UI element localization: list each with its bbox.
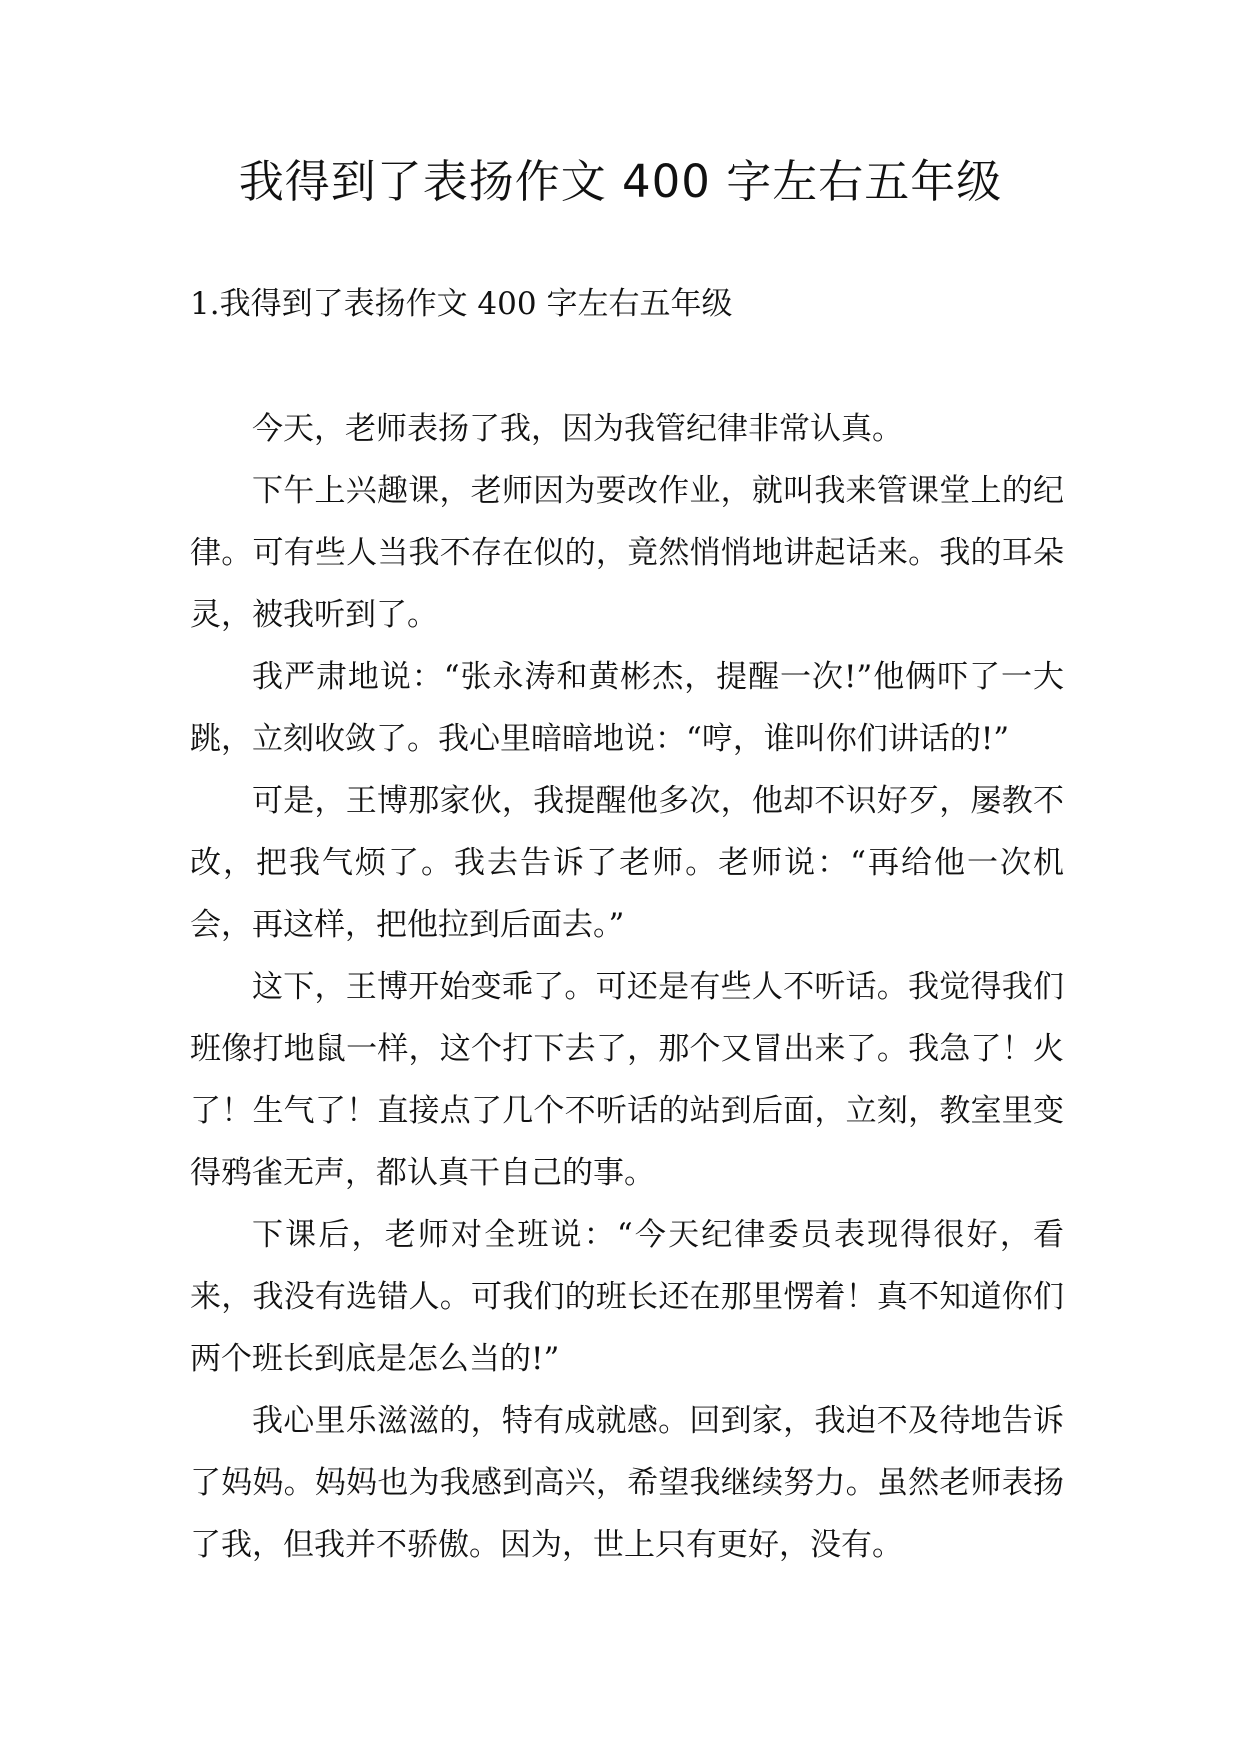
section-heading: 1.我得到了表扬作文 400 字左右五年级 [190,286,733,322]
paragraph: 可是，王博那家伙，我提醒他多次，他却不识好歹，屡教不改，把我气烦了。我去告诉了老师。老师说：“再给他一次机会，再这样，把他拉到后面去。” [190,783,1064,943]
essay-body [190,398,1064,1576]
paragraph: 我心里乐滋滋的，特有成就感。回到家，我迫不及待地告诉了妈妈。妈妈也为我感到高兴，希望我继续努力。虽然老师表扬了我，但我并不骄傲。因为，世上只有更好，没有。 [190,1403,1064,1563]
paragraph: 今天，老师表扬了我，因为我管纪律非常认真。 [252,411,903,447]
paragraph: 这下，王博开始变乖了。可还是有些人不听话。我觉得我们班像打地鼠一样，这个打下去了，那个又冒出来了。我急了！火了！生气了！直接点了几个不听话的站到后面，立刻，教室里变得鸦雀无声，都认真干自己的事。 [190,969,1064,1191]
paragraph: 下课后，老师对全班说：“今天纪律委员表现得很好，看来，我没有选错人。可我们的班长还在那里愣着！真不知道你们两个班长到底是怎么当的!” [190,1217,1064,1377]
paragraph: 我严肃地说：“张永涛和黄彬杰，提醒一次!”他俩吓了一大跳，立刻收敛了。我心里暗暗地说：“哼，谁叫你们讲话的!” [190,659,1064,757]
paragraph: 下午上兴趣课，老师因为要改作业，就叫我来管课堂上的纪律。可有些人当我不存在似的，竟然悄悄地讲起话来。我的耳朵灵，被我听到了。 [190,473,1064,633]
document-title: 我得到了表扬作文 400 字左右五年级 [238,155,1003,208]
